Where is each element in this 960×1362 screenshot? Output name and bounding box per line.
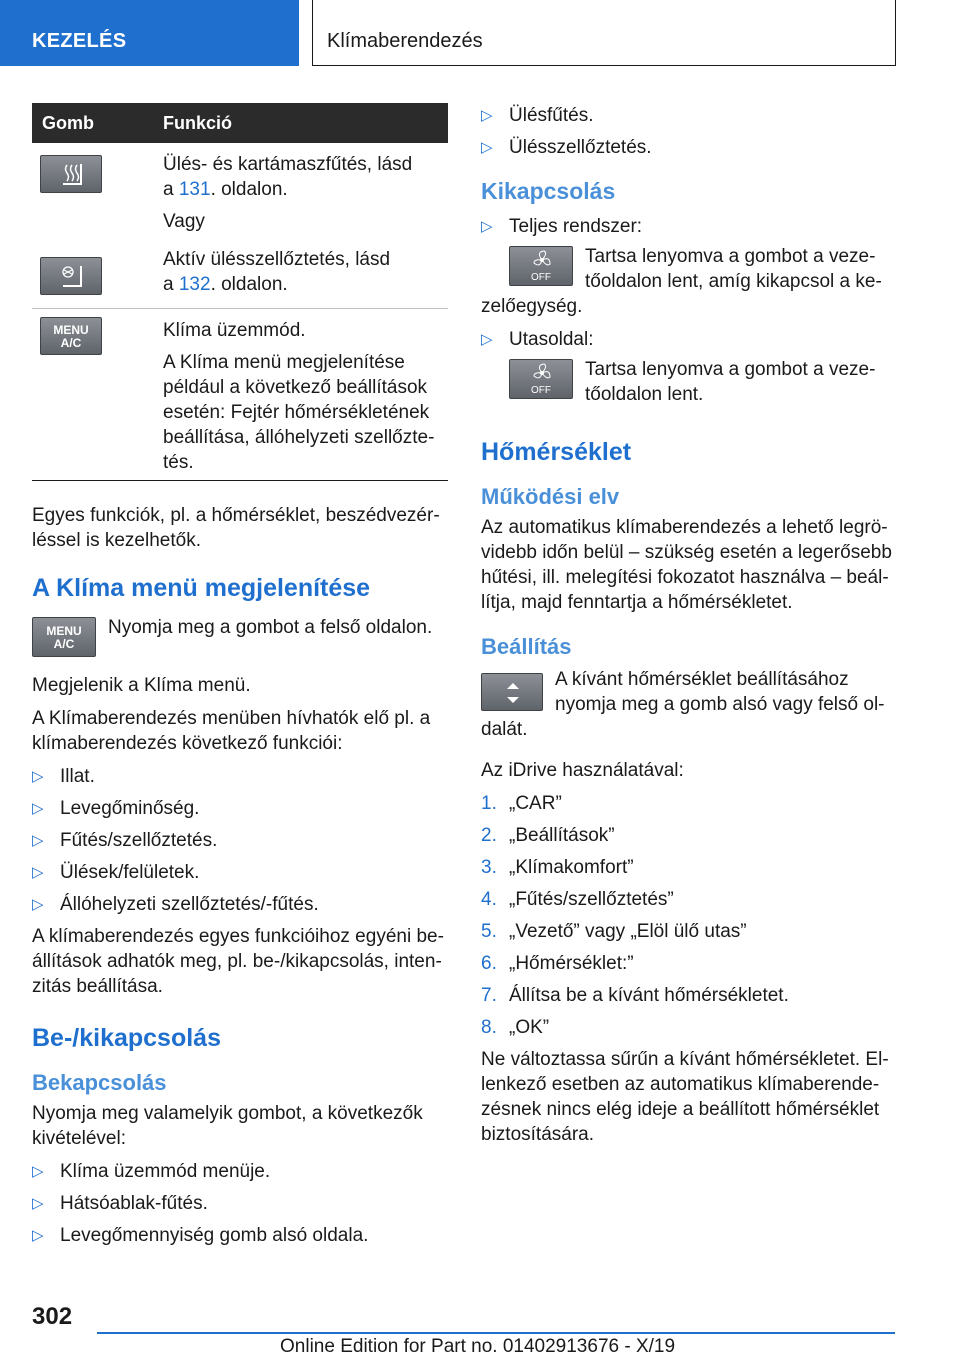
list-item: ▷ Klíma üzemmód menüje. xyxy=(32,1161,271,1182)
up-down-arrows-icon xyxy=(482,674,544,712)
list-item: ▷ Levegőminőség. xyxy=(32,798,200,819)
function-table xyxy=(32,103,448,481)
bullet-marker-icon: ▷ xyxy=(481,218,493,235)
list-item: 1. „CAR” xyxy=(481,793,562,814)
page-number: 302 xyxy=(32,1303,73,1330)
paragraph: Az iDrive használatával: xyxy=(481,760,684,781)
bullet-marker-icon: ▷ xyxy=(481,107,493,124)
list-item: ▷ Állóhelyzeti szellőztetés/-fűtés. xyxy=(32,894,319,915)
list-item: 3. „Klímakomfort” xyxy=(481,857,634,878)
setting-instruction: A kívánt hőmérséklet beállításához nyomja meg a gomb alsó vagy felső oldalát. xyxy=(481,669,885,740)
bullet-marker-icon: ▷ xyxy=(481,139,493,156)
feature-list xyxy=(32,764,448,917)
subsection-heading: Beállítás xyxy=(481,634,572,659)
table-row xyxy=(32,143,448,243)
bullet-marker-icon: ▷ xyxy=(32,832,44,849)
row-text: A Klíma menü megjelenítése például a következő beállítások esetén: Fejtér hőmérsékletének beállítása, állóhelyzeti szellőztetés. xyxy=(163,352,435,473)
section-heading: A Klíma menü megjelenítése xyxy=(32,574,371,602)
edition-info: Online Edition for Part no. 01402913676 - X/19 xyxy=(280,1336,676,1357)
row-text: Ülés- és kartámaszfűtés, lásd a 131. oldalon. xyxy=(163,154,413,200)
off-instruction: OFF Tartsa lenyomva a gombot a vezetőoldalon lent. xyxy=(481,357,895,407)
bullet-marker-icon: ▷ xyxy=(32,1195,44,1212)
section-heading: Kikapcsolás xyxy=(481,178,616,204)
list-item: ▷ Fűtés/szellőztetés. xyxy=(32,830,218,851)
paragraph: A klímaberendezés egyes funkcióihoz egyéni beállítások adhatók meg, pl. be-/kikapcsolás, intenzitás beállítása. xyxy=(32,926,444,997)
seat-ventilation-icon xyxy=(41,258,103,296)
paragraph: Nyomja meg valamelyik gombot, a következők kivételével: xyxy=(32,1103,423,1149)
topic-title: Klímaberendezés xyxy=(312,0,896,66)
menu-ac-button: MENU A/C xyxy=(32,617,96,657)
col-header-function: Funkció xyxy=(163,113,233,133)
bullet-marker-icon: ▷ xyxy=(32,800,44,817)
list-item: 7. Állítsa be a kívánt hőmérsékletet. xyxy=(481,985,789,1006)
page-link[interactable]: 132 xyxy=(178,274,211,295)
step-list xyxy=(481,791,895,1040)
list-item: ▷ Levegőmennyiség gomb alsó oldala. xyxy=(32,1225,369,1246)
right-column xyxy=(481,103,895,1155)
subsection-heading: Működési elv xyxy=(481,484,620,509)
paragraph: Ne változtassa sűrűn a kívánt hőmérsékletet. Ellenkező esetben az automatikus klímaberendezésnek nincs elég ideje a beállított hőmérséklet biztosítására. xyxy=(481,1049,889,1145)
table-row xyxy=(32,309,448,481)
section-tab: KEZELÉS xyxy=(0,0,299,66)
section-heading: Be-/kikapcsolás xyxy=(32,1024,221,1052)
list-item: 5. „Vezető” vagy „Elöl ülő utas” xyxy=(481,921,747,942)
subsection-heading: Bekapcsolás xyxy=(32,1070,167,1095)
bullet-marker-icon: ▷ xyxy=(32,1227,44,1244)
bullet-marker-icon: ▷ xyxy=(32,896,44,913)
page-header xyxy=(0,0,960,66)
left-column xyxy=(32,103,448,1255)
row-text: Aktív ülésszellőztetés, lásd a 132. oldalon. xyxy=(163,249,391,295)
list-item: ▷ Ülésfűtés. xyxy=(481,105,594,126)
list-item: ▷ Ülésszellőztetés. xyxy=(481,137,652,158)
bullet-marker-icon: ▷ xyxy=(32,1163,44,1180)
menu-ac-button: MENU A/C xyxy=(40,317,102,360)
seat-heating-button xyxy=(40,155,102,198)
table-header xyxy=(32,103,448,143)
list-item: 8. „OK” xyxy=(481,1017,550,1038)
col-header-button: Gomb xyxy=(42,113,94,133)
list-item: 2. „Beállítások” xyxy=(481,825,615,846)
paragraph: Egyes funkciók, pl. a hőmérséklet, beszédvezérléssel is kezelhetők. xyxy=(32,505,440,551)
exception-list xyxy=(32,1159,448,1248)
list-item: ▷ Teljes rendszer: xyxy=(481,216,643,237)
list-item: ▷ Hátsóablak-fűtés. xyxy=(32,1193,208,1214)
paragraph: Az automatikus klímaberendezés a lehető legrövidebb időn belül – szükség esetén a legerősebb hűtési, ill. melegítési fokozatot használva – beállítja, majd fenntartja a hőmérsékletet. xyxy=(481,517,892,613)
off-instruction: OFF Tartsa lenyomva a gombot a vezetőoldalon lent, amíg kikapcsol a kezelőegység. xyxy=(481,246,882,317)
list-item: 4. „Fűtés/szellőztetés” xyxy=(481,889,674,910)
fan-off-button: OFF xyxy=(509,246,573,286)
list-item: ▷ Utasoldal: xyxy=(481,329,594,350)
list-item: ▷ Ülések/felületek. xyxy=(32,862,200,883)
menu-instruction: MENU A/C Nyomja meg a gombot a felső oldalon. xyxy=(32,615,448,665)
list-item: ▷ Illat. xyxy=(32,766,95,787)
paragraph: Megjelenik a Klíma menü. xyxy=(32,675,251,696)
seat-ventilation-button xyxy=(40,257,102,300)
paragraph: A Klímaberendezés menüben hívhatók elő pl. a klímaberendezés következő funkciói: xyxy=(32,708,431,754)
bullet-marker-icon: ▷ xyxy=(32,768,44,785)
fan-off-button: OFF xyxy=(509,359,573,399)
seat-heating-icon xyxy=(41,156,103,194)
row-text: Klíma üzemmód. xyxy=(163,320,306,341)
footer-divider xyxy=(97,1332,895,1334)
bullet-marker-icon: ▷ xyxy=(32,864,44,881)
table-row xyxy=(32,243,448,309)
section-heading: Hőmérséklet xyxy=(481,438,632,466)
list-item: 6. „Hőmérséklet:” xyxy=(481,953,634,974)
temperature-button xyxy=(481,673,543,711)
row-text-or: Vagy xyxy=(163,211,205,232)
page-link[interactable]: 131 xyxy=(178,179,211,200)
bullet-marker-icon: ▷ xyxy=(481,331,493,348)
